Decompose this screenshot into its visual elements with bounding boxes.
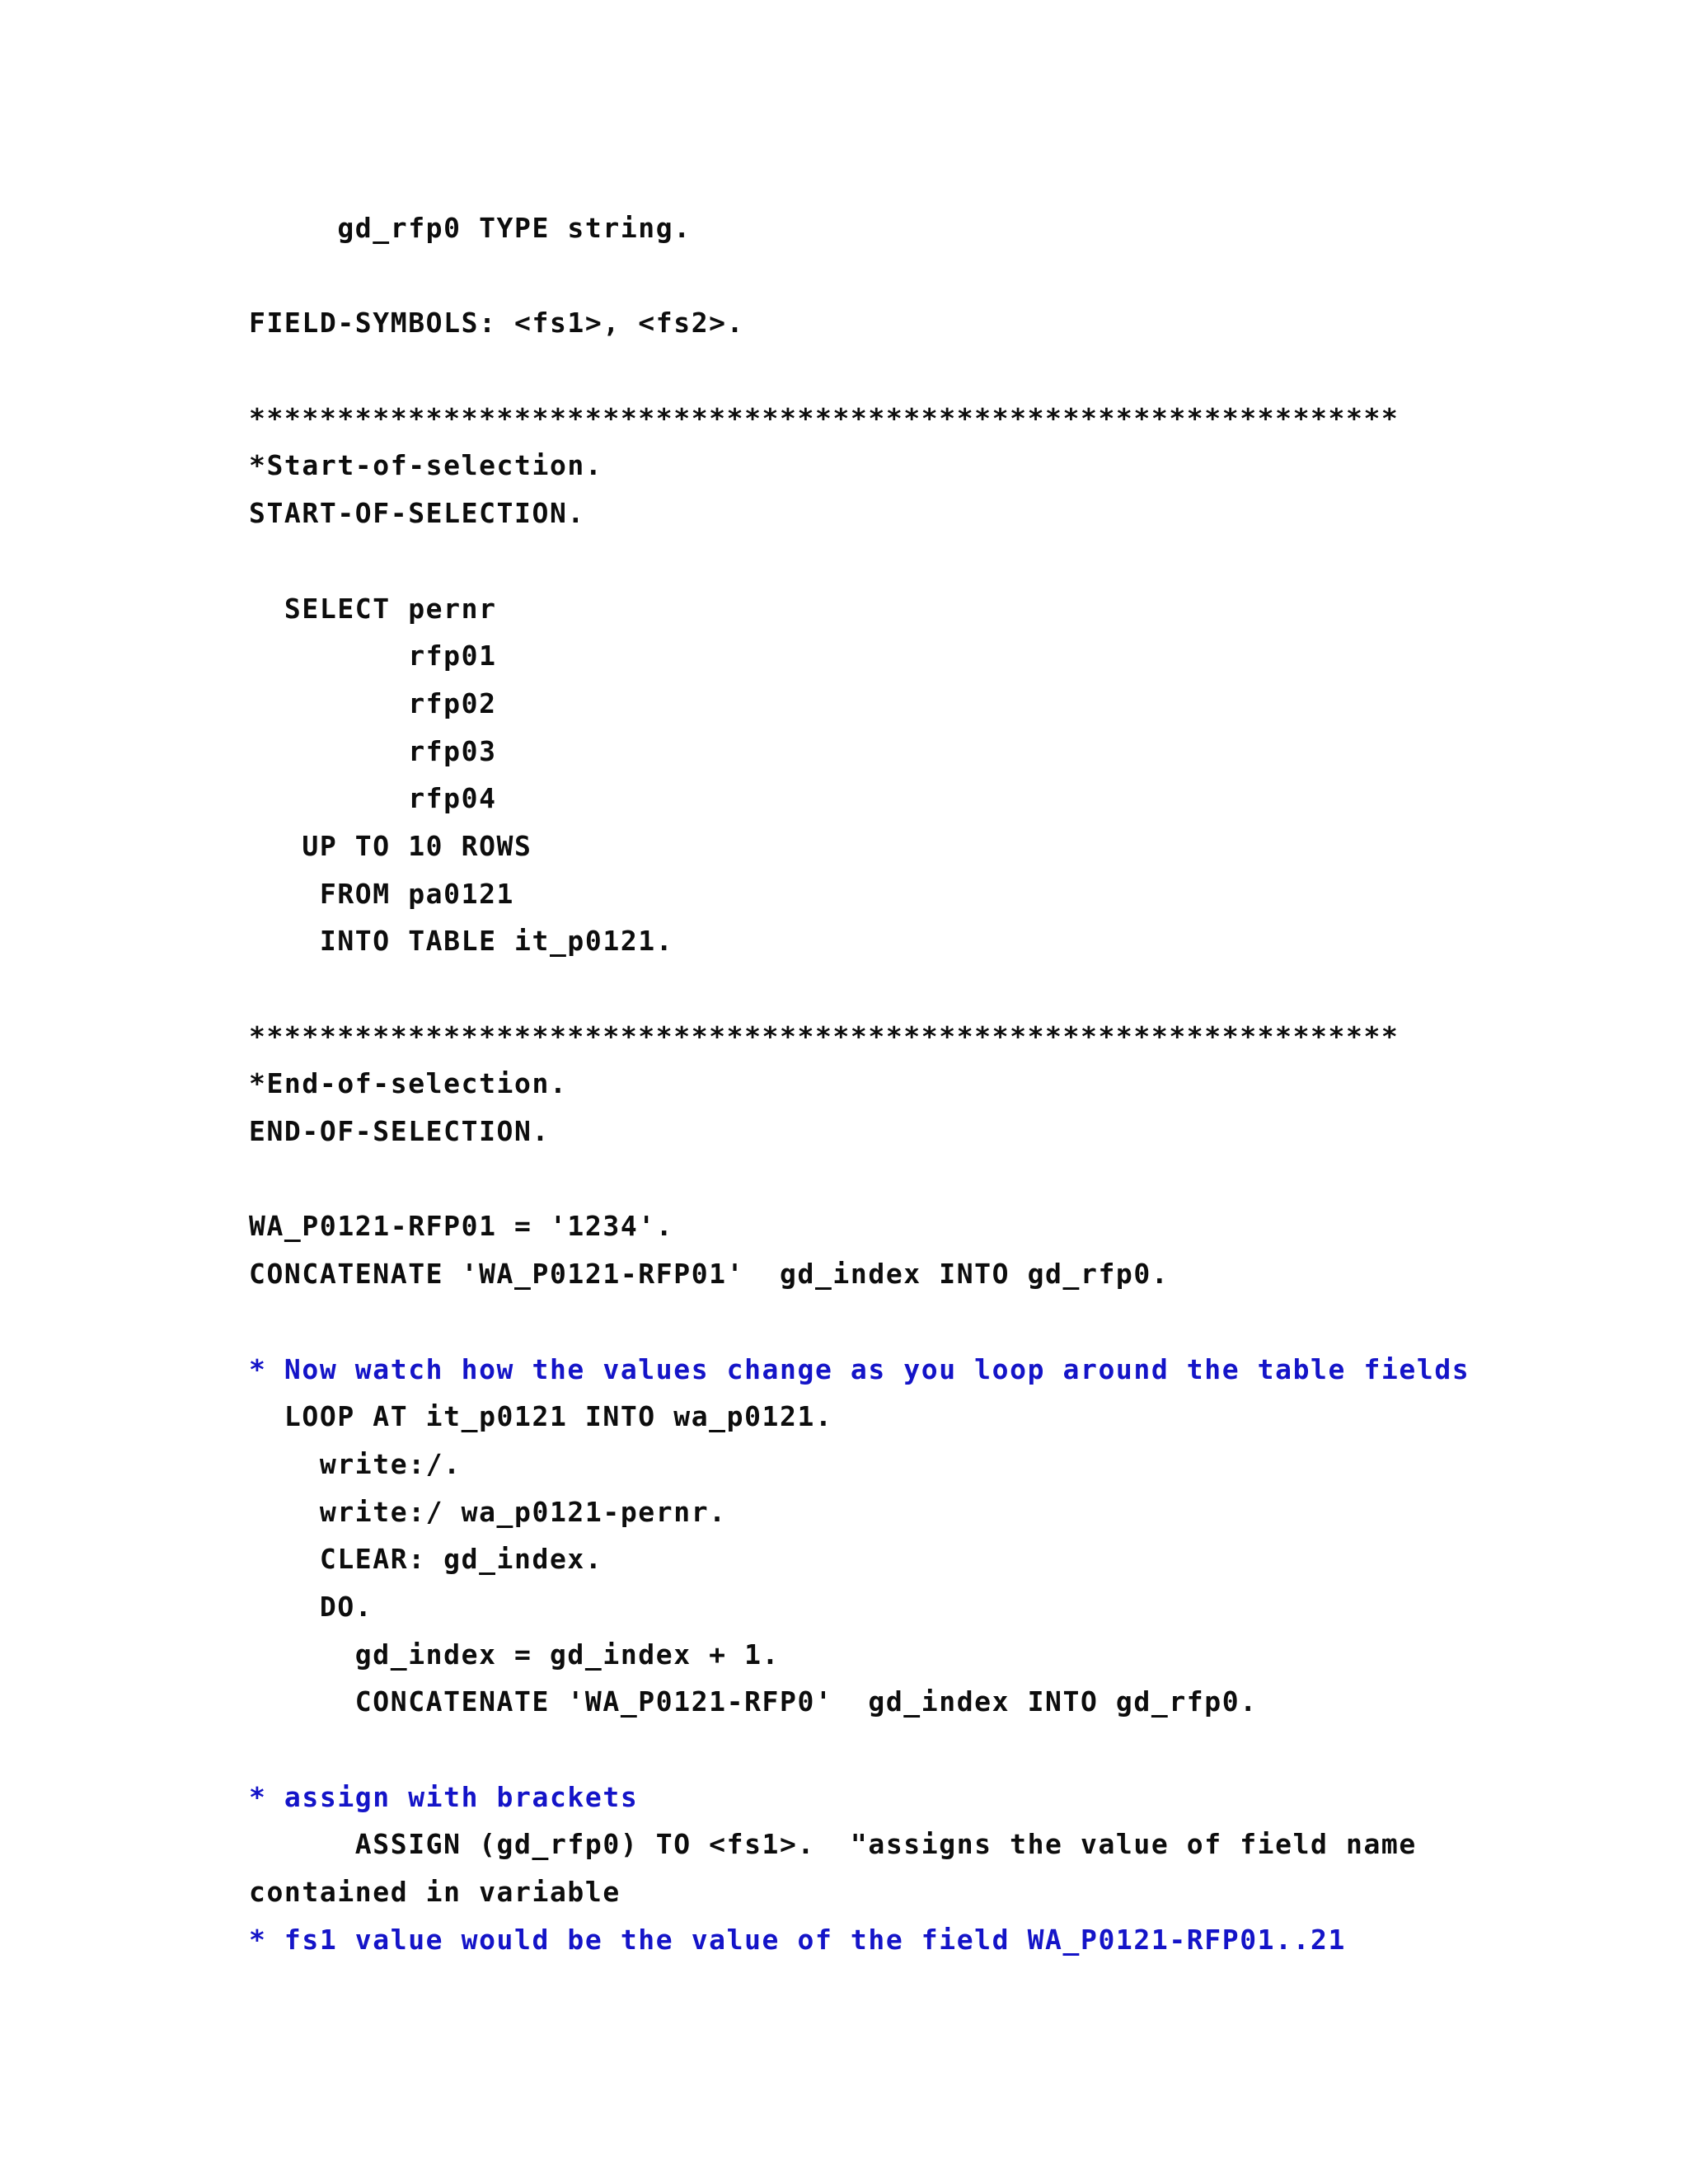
- code-line: START-OF-SELECTION.: [249, 497, 585, 530]
- code-line: [249, 252, 1470, 300]
- code-line: write:/.: [249, 1447, 462, 1480]
- code-line: *End-of-selection.: [249, 1067, 568, 1100]
- code-line: END-OF-SELECTION.: [249, 1115, 550, 1148]
- code-line: CONCATENATE 'WA_P0121-RFP01' gd_index INTO gd_rfp0.: [249, 1258, 1170, 1291]
- code-line: rfp01: [249, 640, 497, 673]
- code-line: [249, 347, 1470, 395]
- code-line: [249, 1155, 1470, 1203]
- code-listing: [249, 204, 1470, 1963]
- code-line: FROM pa0121: [249, 877, 515, 910]
- code-line: contained in variable: [249, 1876, 621, 1909]
- code-line: DO.: [249, 1590, 373, 1623]
- code-line: *****************************************************************: [249, 1019, 1400, 1052]
- code-line: *Start-of-selection.: [249, 449, 603, 482]
- code-line: WA_P0121-RFP01 = '1234'.: [249, 1210, 674, 1243]
- code-line: rfp03: [249, 734, 497, 767]
- code-line: rfp02: [249, 687, 497, 719]
- code-line: LOOP AT it_p0121 INTO wa_p0121.: [249, 1400, 833, 1433]
- code-line: [249, 1298, 1470, 1346]
- code-line: rfp04: [249, 782, 497, 815]
- code-line: INTO TABLE it_p0121.: [249, 925, 674, 958]
- code-line: FIELD-SYMBOLS: <fs1>, <fs2>.: [249, 307, 745, 340]
- comment-line: * fs1 value would be the value of the field WA_P0121-RFP01..21: [249, 1923, 1346, 1956]
- code-line: CLEAR: gd_index.: [249, 1543, 603, 1576]
- code-line: SELECT pernr: [249, 592, 497, 625]
- comment-line: * assign with brackets: [249, 1780, 639, 1813]
- code-line: CONCATENATE 'WA_P0121-RFP0' gd_index INTO gd_rfp0.: [249, 1685, 1258, 1718]
- code-line: UP TO 10 ROWS: [249, 829, 532, 862]
- code-line: [249, 965, 1470, 1013]
- comment-line: * Now watch how the values change as you loop around the table fields: [249, 1352, 1470, 1385]
- code-line: gd_index = gd_index + 1.: [249, 1638, 781, 1671]
- code-line: ASSIGN (gd_rfp0) TO <fs1>. "assigns the value of field name: [249, 1828, 1417, 1861]
- code-line: gd_rfp0 TYPE string.: [249, 212, 692, 244]
- code-line: *****************************************************************: [249, 401, 1400, 434]
- code-line: write:/ wa_p0121-pernr.: [249, 1495, 727, 1528]
- code-line: [249, 537, 1470, 585]
- code-line: [249, 1726, 1470, 1774]
